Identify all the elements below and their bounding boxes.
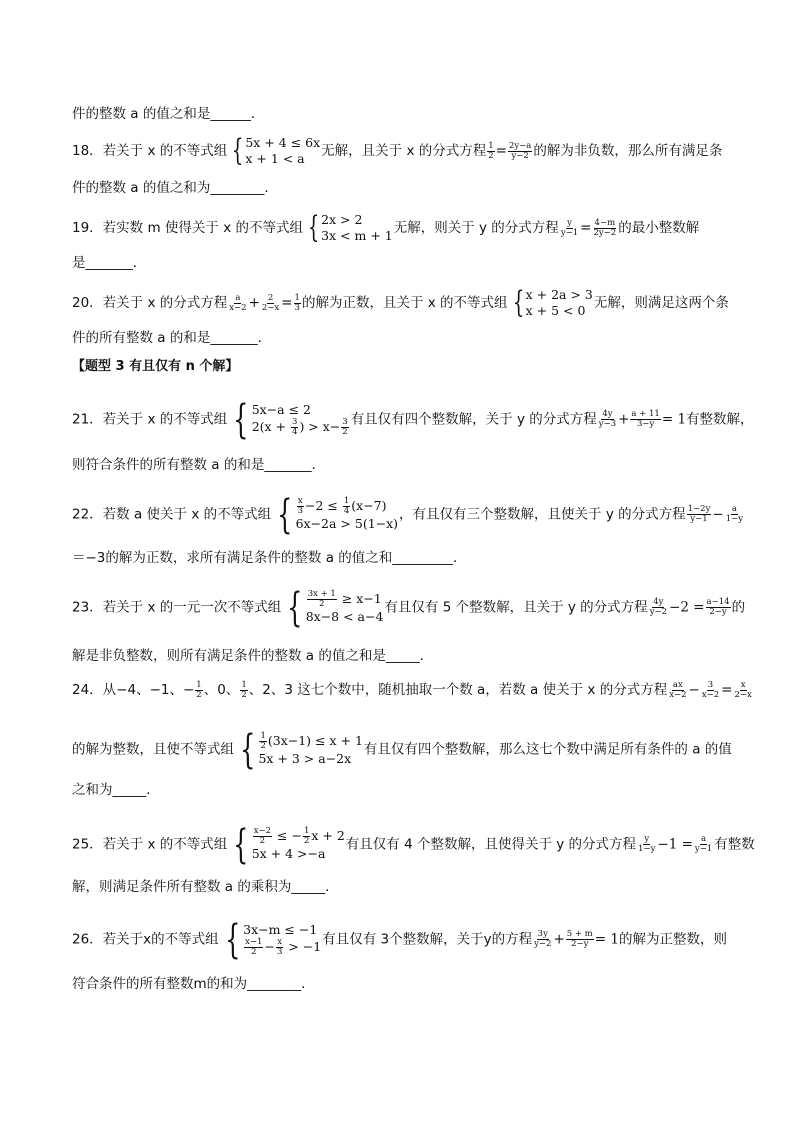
problem-25-line1: 25．若关于 x 的不等式组 { $\frac{x-2}{2}$ ≤ − $\frac{1}{2}$ x + 2 5x + 4 >−a 有且仅有 4 个整数解，且使得关于 y 的分式方程 $\frac{y}{1-y}$ −1 = $\frac{a}{y-1}$ 有整数 [72,821,755,868]
inequality-system: { $\frac{1}{2}$ (3x−1) ≤ x + 1 5x + 3 > a−2x [240,726,363,773]
inequality-system: { x + 2a > 3 x + 5 < 0 [512,285,593,320]
problem-21-line1: 21．若关于 x 的不等式组 { 5x−a ≤ 2 2(x + $\frac{3}{4}$ ) > x− $\frac{3}{2}$ 有且仅有四个整数解，关于 y 的分式方程 $\frac{4y}{y-3}$ + $\frac{a + 11}{3-y}$ = 1有整数解， [72,396,754,443]
section-heading: 【题型 3 有且仅有 n 个解】 [72,359,239,374]
inequality-system: { 5x + 4 ≤ 6x x + 1 < a [232,133,321,168]
problem-21-line2: 则符合条件的所有整数 a 的和是_______． [72,457,326,473]
inequality-system: { 2x > 2 3x < m + 1 [307,210,393,245]
line-17-end: 件的整数 a 的值之和是______． [72,106,265,122]
problem-18-line1: 18．若关于 x 的不等式组 { 5x + 4 ≤ 6x x + 1 < a 无解，且关于 x 的分式方程 $\frac{1}{2}$ = $\frac{2y-a}{y-2}$ 的解为非负数，那么所有满足条 [72,133,723,168]
problem-18-line2: 件的整数 a 的值之和为________． [72,180,278,196]
problem-20-line2: 件的所有整数 a 的和是_______． [72,330,272,346]
inequality-system: { $\frac{x-2}{2}$ ≤ − $\frac{1}{2}$ x + 2 5x + 4 >−a [233,821,345,868]
inequality-system: { $\frac{x}{3}$ −2 ≤ $\frac{1}{4}$ (x−7) 6x−2a > 5(1−x) [277,491,399,538]
problem-26-line2: 符合条件的所有整数m的和为________． [72,976,315,992]
inequality-system: { 5x−a ≤ 2 2(x + $\frac{3}{4}$ ) > x− $\frac{3}{2}$ [233,396,348,443]
problem-23-line1: 23．若关于 x 的一元一次不等式组 { $\frac{3x + 1}{2}$ ≥ x−1 8x−8 < a−4 有且仅有 5 个整数解，且关于 y 的分式方程 $\frac{4y}{y-2}$ −2 = $\frac{a-14}{2-y}$ 的 [72,584,746,631]
problem-24-line2: 的解为整数，且使不等式组 { $\frac{1}{2}$ (3x−1) ≤ x + 1 5x + 3 > a−2x 有且仅有四个整数解，那么这七个数中满足所有条件的 a 的值 [72,726,732,773]
inequality-system: { $\frac{3x + 1}{2}$ ≥ x−1 8x−8 < a−4 [287,584,384,631]
inequality-system: { 3x−m ≤ −1 $\frac{x-1}{2}$ − $\frac{x}{3}$ > −1 [224,916,322,963]
problem-26-line1: 26．若关于x的不等式组 { 3x−m ≤ −1 $\frac{x-1}{2}$ − $\frac{x}{3}$ > −1 有且仅有 3个整数解，关于y的方程 $\frac{3y}{y-2}$ + $\frac{5 + m}{2-y}$ = 1的解为正整数，则 [72,916,727,963]
problem-20-line1: 20．若关于 x 的分式方程 $\frac{a}{x-2}$ + $\frac{2}{2-x}$ = $\frac{1}{3}$ 的解为正数，且关于 x 的不等式组 { x + 2a > 3 x + 5 < 0 无解，则满足这两个条 [72,285,729,320]
problem-23-line2: 解是非负整数，则所有满足条件的整数 a 的值之和是_____． [72,648,434,664]
problem-22-line1: 22．若数 a 使关于 x 的不等式组 { $\frac{x}{3}$ −2 ≤ $\frac{1}{4}$ (x−7) 6x−2a > 5(1−x) ，有且仅有三个整数解，且使关于 y 的分式方程 $\frac{1-2y}{y-1}$ − $\frac{a}{1-y}$ [72,491,744,538]
problem-19-line1: 19．若实数 m 使得关于 x 的不等式组 { 2x > 2 3x < m + 1 无解，则关于 y 的分式方程 $\frac{y}{y-1}$ = $\frac{4-m}{2y-2}$ 的最小整数解 [72,210,700,245]
problem-19-line2: 是_______． [72,255,147,271]
problem-24-line3: 之和为_____． [72,782,160,798]
problem-25-line2: 解，则满足条件所有整数 a 的乘积为_____． [72,879,339,895]
problem-22-line2: ＝−3的解为正数，求所有满足条件的整数 a 的值之和_________． [72,550,467,566]
problem-24-line1: 24．从−4、−1、− $\frac{1}{2}$ 、0、 $\frac{1}{2}$ 、2、3 这七个数中，随机抽取一个数 a，若数 a 使关于 x 的分式方程 $\frac{ax}{x-2}$ − $\frac{3}{x-2}$ = $\frac{x}{2-x}$ [72,679,752,700]
